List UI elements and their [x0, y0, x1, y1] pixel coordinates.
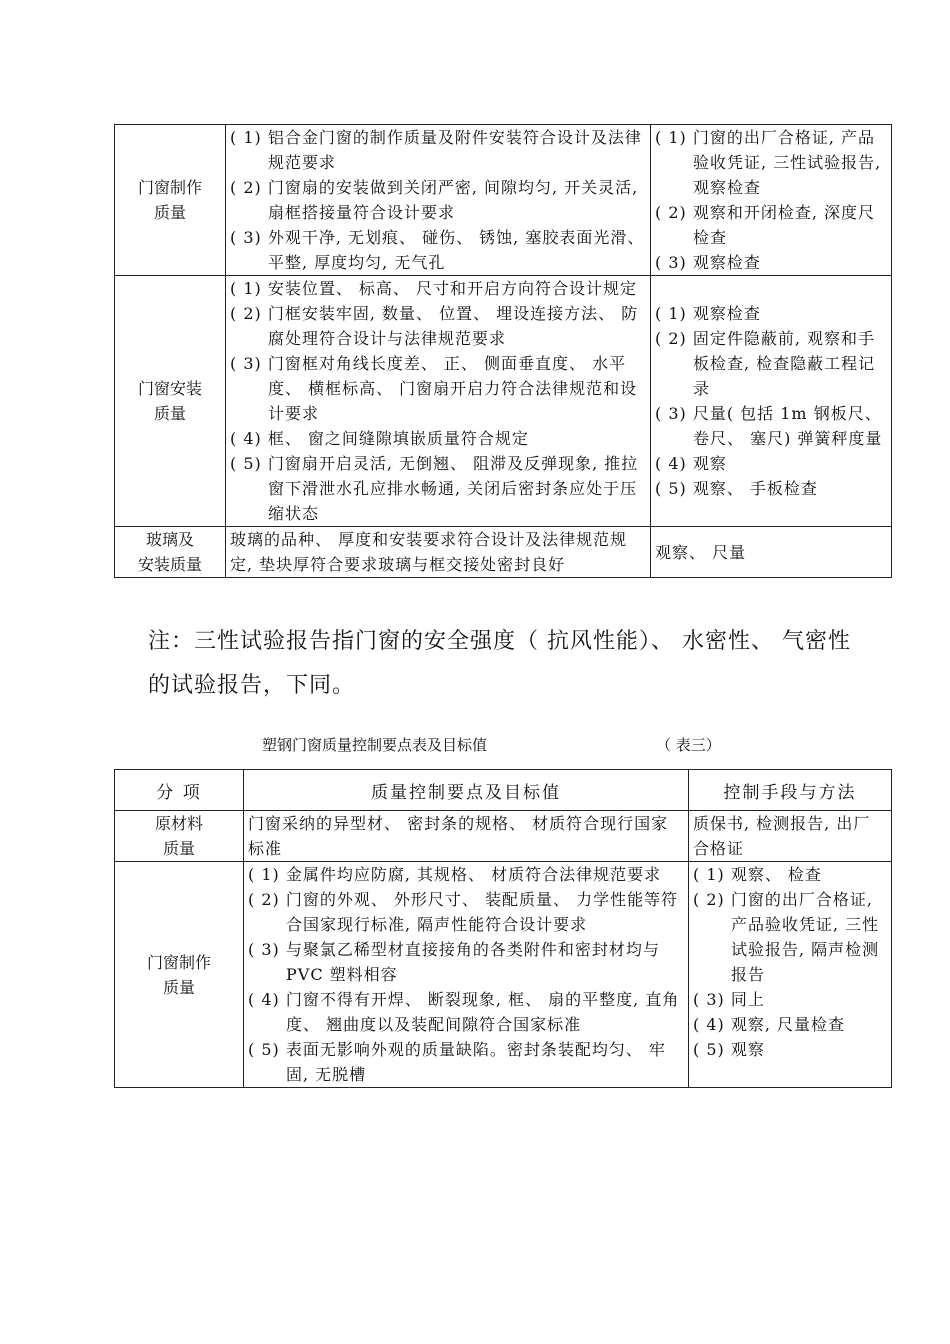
control-methods — [651, 527, 892, 578]
table-row — [115, 862, 892, 1088]
list-item: ( 3) 同上 — [693, 990, 765, 1009]
list-item: ( 1) 安装位置、 标高、 尺寸和开启方向符合设计规定 — [230, 279, 638, 298]
list-item: ( 5) 观察、 手板检查 — [655, 479, 818, 498]
cell-text: 质保书, 检测报告, 出厂合格证 — [693, 814, 871, 858]
table-note: 注：三性试验报告指门窗的安全强度（ 抗风性能）、 水密性、 气密性的试验报告，下同。 — [148, 629, 851, 698]
list-item: ( 3) 观察检查 — [655, 253, 761, 272]
table-row — [115, 276, 892, 527]
list-item: ( 4) 门窗不得有开焊、 断裂现象, 框、 扇的平整度, 直角度、 翘曲度以及装配间隙符合国家标准 — [248, 990, 680, 1034]
list-item: ( 2) 门窗的出厂合格证, 产品验收凭证, 三性试验报告, 隔声检测报告 — [693, 890, 880, 984]
row-category: 门窗安装 质量 — [115, 276, 226, 527]
list-item: ( 5) 观察 — [693, 1040, 765, 1059]
control-points — [244, 862, 689, 1088]
list-item: ( 1) 铝合金门窗的制作质量及附件安装符合设计及法律规范要求 — [230, 128, 642, 172]
list-item: ( 5) 表面无影响外观的质量缺陷。密封条装配均匀、 牢固, 无脱槽 — [248, 1040, 666, 1084]
table-caption: 塑钢门窗质量控制要点表及目标值 — [262, 736, 488, 754]
row-category: 玻璃及 安装质量 — [115, 527, 226, 578]
control-points — [244, 811, 689, 862]
row-category: 门窗制作 质量 — [115, 862, 244, 1088]
column-header: 分 项 — [115, 770, 244, 811]
list-item: ( 2) 固定件隐蔽前, 观察和手板检查, 检查隐蔽工程记录 — [655, 329, 876, 398]
list-item: ( 1) 观察、 检查 — [693, 865, 822, 884]
control-points — [226, 125, 651, 276]
cell-text: 玻璃的品种、 厚度和安装要求符合设计及法律规范规定, 垫块厚符合要求玻璃与框交接处密封良好 — [230, 530, 628, 574]
row-category: 门窗制作 质量 — [115, 125, 226, 276]
list-item: ( 2) 门窗扇的安装做到关闭严密, 间隙均匀, 开关灵活, 扇框搭接量符合设计要求 — [230, 178, 639, 222]
cell-text: 门窗采纳的异型材、 密封条的规格、 材质符合现行国家标准 — [248, 814, 669, 858]
pvc-window-quality-table — [114, 769, 892, 1088]
list-item: ( 4) 框、 窗之间缝隙填嵌质量符合规定 — [230, 429, 529, 448]
control-methods — [651, 125, 892, 276]
column-header: 质量控制要点及目标值 — [244, 770, 689, 811]
control-methods — [651, 276, 892, 527]
list-item: ( 1) 金属件均应防腐, 其规格、 材质符合法律规范要求 — [248, 865, 662, 884]
list-item: ( 1) 门窗的出厂合格证, 产品验收凭证, 三性试验报告, 观察检查 — [655, 128, 882, 197]
list-item: ( 3) 外观干净, 无划痕、 碰伤、 锈蚀, 塞胶表面光滑、 平整, 厚度均匀, 无气孔 — [230, 228, 645, 272]
control-points — [226, 527, 651, 578]
list-item: ( 4) 观察 — [655, 454, 727, 473]
column-header: 控制手段与方法 — [689, 770, 892, 811]
table-number: （ 表三） — [656, 736, 721, 754]
aluminum-window-quality-table — [114, 124, 892, 578]
list-item: ( 2) 门框安装牢固, 数量、 位置、 埋设连接方法、 防腐处理符合设计与法律规范要求 — [230, 304, 639, 348]
list-item: ( 5) 门窗扇开启灵活, 无倒翘、 阻滞及反弹现象, 推拉窗下滑泄水孔应排水畅通, 关闭后密封条应处于压缩状态 — [230, 454, 639, 523]
control-methods — [689, 862, 892, 1088]
list-item: ( 3) 门窗框对角线长度差、 正、 侧面垂直度、 水平度、 横框标高、 门窗扇开启力符合法律规范和设计要求 — [230, 354, 638, 423]
table-row — [115, 125, 892, 276]
control-points — [226, 276, 651, 527]
table-header-row — [115, 770, 892, 811]
row-category: 原材料 质量 — [115, 811, 244, 862]
list-item: ( 2) 门窗的外观、 外形尺寸、 装配质量、 力学性能等符合国家现行标准, 隔声性能符合设计要求 — [248, 890, 679, 934]
cell-text: 观察、 尺量 — [655, 542, 747, 562]
control-methods — [689, 811, 892, 862]
list-item: ( 2) 观察和开闭检查, 深度尺检查 — [655, 203, 876, 247]
list-item: ( 1) 观察检查 — [655, 304, 761, 323]
list-item: ( 3) 尺量( 包括 1m 钢板尺、 卷尺、 塞尺) 弹簧秤度量 — [655, 404, 883, 448]
list-item: ( 3) 与聚氯乙稀型材直接接角的各类附件和密封材均与 PVC 塑料相容 — [248, 940, 660, 984]
table-row — [115, 527, 892, 578]
list-item: ( 4) 观察, 尺量检查 — [693, 1015, 846, 1034]
table-row — [115, 811, 892, 862]
